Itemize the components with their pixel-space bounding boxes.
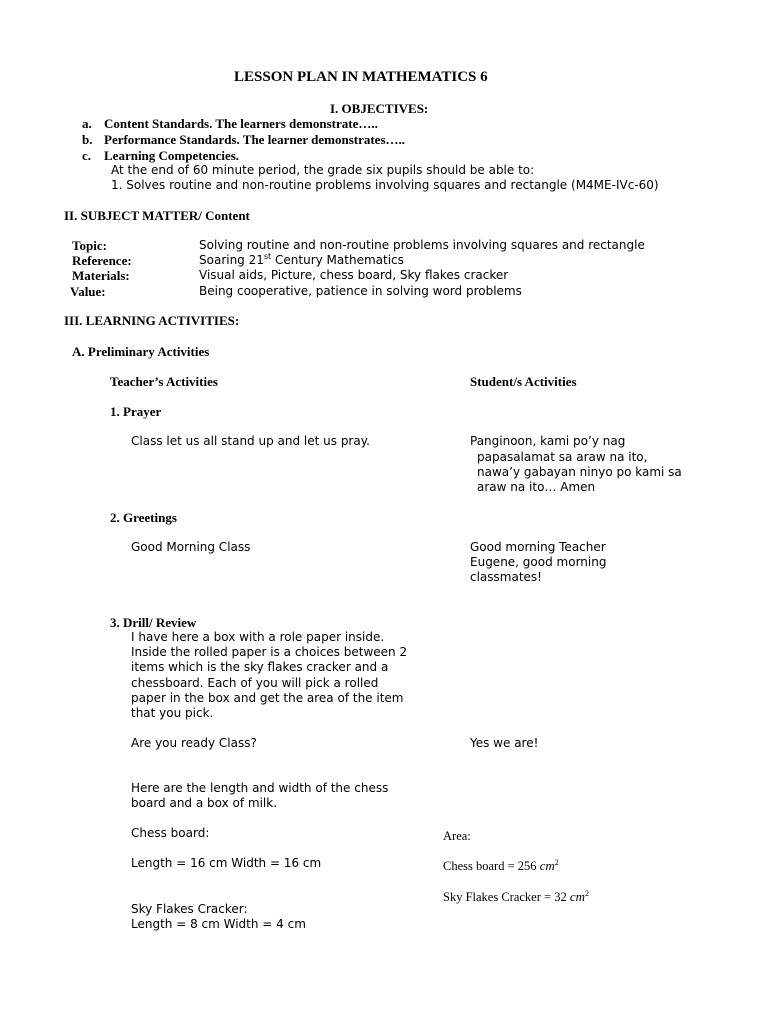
drill-teacher-line: chessboard. Each of you will pick a rolled — [131, 676, 379, 690]
prayer-student-line: nawa’y gabayan ninyo po kami sa — [477, 465, 682, 479]
reference-value: Soaring 21st Century Mathematics — [199, 252, 404, 267]
greetings-student-line: Eugene, good morning — [470, 555, 607, 569]
objective-c-text: Learning Competencies. — [104, 148, 240, 163]
teacher-activities-header: Teacher’s Activities — [110, 374, 218, 389]
value-value: Being cooperative, patience in solving word problems — [199, 284, 522, 298]
drill-here-line: board and a box of milk. — [131, 796, 278, 810]
preliminary-activities-heading: A. Preliminary Activities — [72, 344, 210, 359]
prayer-student-line: araw na ito… Amen — [477, 480, 596, 494]
value-label: Value: — [70, 284, 106, 299]
page-title: LESSON PLAN IN MATHEMATICS 6 — [234, 69, 488, 85]
drill-teacher-line: I have here a box with a role paper inside. — [131, 630, 385, 644]
greetings-teacher-text: Good Morning Class — [131, 540, 251, 554]
greetings-student-line: Good morning Teacher — [470, 540, 606, 554]
chess-board-dimensions: Length = 16 cm Width = 16 cm — [131, 856, 322, 870]
objective-a-label: a. — [82, 116, 92, 131]
student-activities-header: Student/s Activities — [470, 374, 577, 389]
chess-board-area: Chess board = 256 $cm^2$ — [443, 857, 559, 873]
drill-teacher-line: items which is the sky flakes cracker and a — [131, 660, 389, 674]
topic-value: Solving routine and non-routine problems involving squares and rectangle — [199, 238, 645, 252]
objective-c-label: c. — [82, 148, 92, 163]
objective-a-text: Content Standards. The learners demonstrate….. — [104, 116, 378, 131]
drill-ready-question: Are you ready Class? — [131, 736, 257, 750]
drill-teacher-line: Inside the rolled paper is a choices between 2 — [131, 645, 408, 659]
prayer-heading: 1. Prayer — [110, 404, 162, 419]
sky-flakes-label: Sky Flakes Cracker: — [131, 902, 248, 916]
area-label: Area: — [443, 829, 471, 843]
materials-label: Materials: — [72, 268, 130, 283]
topic-label: Topic: — [72, 238, 107, 253]
objectives-intro: At the end of 60 minute period, the grade six pupils should be able to: — [111, 163, 535, 177]
greetings-heading: 2. Greetings — [110, 510, 177, 525]
subject-matter-heading: II. SUBJECT MATTER/ Content — [64, 208, 250, 223]
drill-teacher-line: paper in the box and get the area of the item — [131, 691, 404, 705]
drill-student-ready: Yes we are! — [470, 736, 539, 750]
drill-here-line: Here are the length and width of the chess — [131, 781, 389, 795]
objective-b-label: b. — [82, 132, 93, 147]
objective-b-text: Performance Standards. The learner demonstrates….. — [104, 132, 406, 147]
materials-value: Visual aids, Picture, chess board, Sky flakes cracker — [199, 268, 509, 282]
greetings-student-line: classmates! — [470, 570, 542, 584]
sky-flakes-area: Sky Flakes Cracker = 32 $cm^2$ — [443, 888, 589, 904]
learning-activities-heading: III. LEARNING ACTIVITIES: — [64, 313, 240, 328]
prayer-teacher-text: Class let us all stand up and let us pray. — [131, 434, 370, 448]
chess-board-label: Chess board: — [131, 826, 210, 840]
sky-flakes-dimensions: Length = 8 cm Width = 4 cm — [131, 917, 306, 931]
objectives-heading: I. OBJECTIVES: — [330, 101, 429, 116]
prayer-student-line: papasalamat sa araw na ito, — [477, 450, 648, 464]
objective-item-1: 1. Solves routine and non-routine problems involving squares and rectangle (M4ME-IVc-60) — [111, 178, 659, 192]
drill-teacher-line: that you pick. — [131, 706, 214, 720]
prayer-student-line: Panginoon, kami po’y nag — [470, 434, 626, 448]
reference-label: Reference: — [72, 253, 132, 268]
drill-review-heading: 3. Drill/ Review — [110, 615, 197, 630]
